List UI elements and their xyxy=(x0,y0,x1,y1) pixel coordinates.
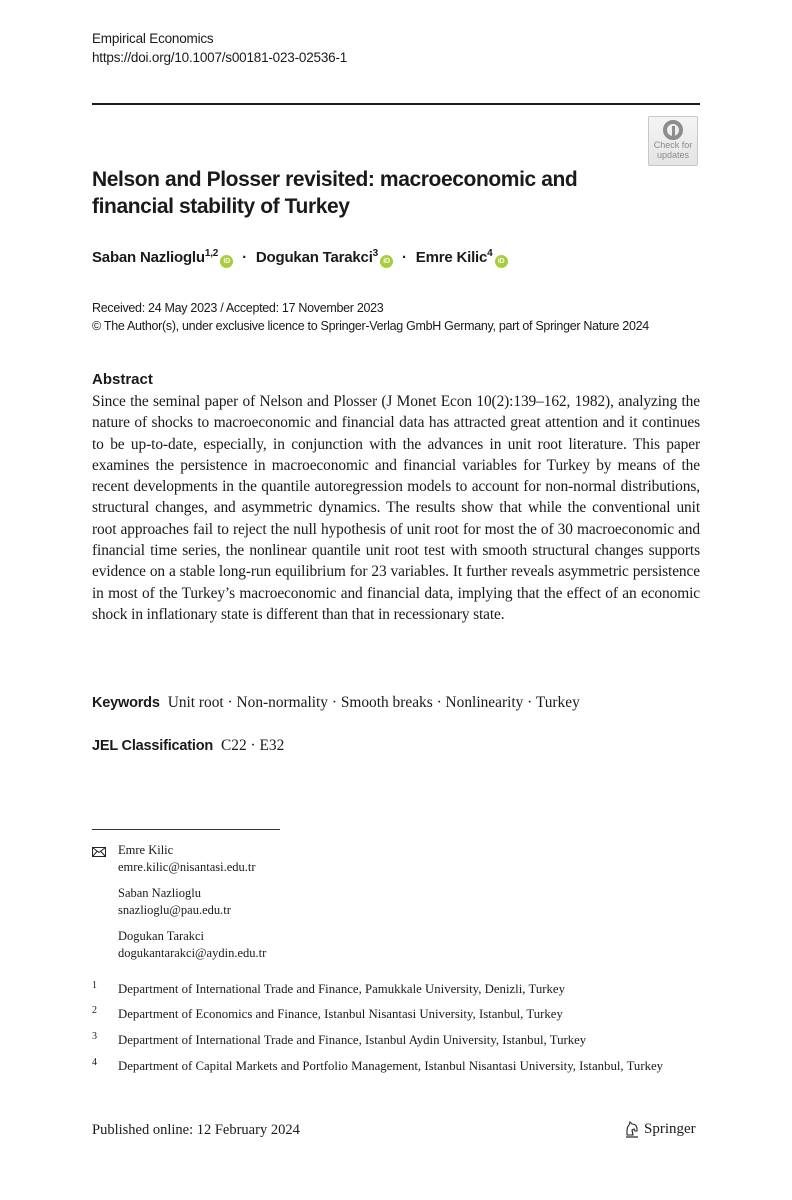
keywords-value: Unit root · Non-normality · Smooth breaks · Nonlinearity · Turkey xyxy=(167,694,580,711)
publisher-logo xyxy=(624,1120,696,1138)
affiliation-number: 3 xyxy=(92,1031,97,1042)
jel-value: C22 · E32 xyxy=(221,737,285,754)
contact-email[interactable]: emre.kilic@nisantasi.edu.tr xyxy=(118,860,256,874)
author-name: Dogukan Tarakci xyxy=(255,249,373,266)
article-title: Nelson and Plosser revisited: macroeconomic and financial stability of Turkey xyxy=(92,168,578,218)
orcid-icon[interactable]: iD xyxy=(380,255,393,268)
envelope-icon xyxy=(92,847,106,857)
doi-link[interactable]: https://doi.org/10.1007/s00181-023-02536-1 xyxy=(92,50,348,65)
crossmark-label-2: updates xyxy=(656,150,690,160)
affiliation-text: Department of Capital Markets and Portfolio Management, Istanbul Nisantasi University, Istanbul, Turkey xyxy=(118,1059,664,1073)
crossmark-label-1: Check for xyxy=(653,140,693,150)
received-accepted-dates: Received: 24 May 2023 / Accepted: 17 November 2023 xyxy=(92,301,384,315)
orcid-icon[interactable]: iD xyxy=(495,255,508,268)
contact-email[interactable]: snazlioglu@pau.edu.tr xyxy=(118,903,231,917)
journal-name: Empirical Economics xyxy=(92,31,214,46)
keywords xyxy=(92,694,580,712)
article-history xyxy=(92,299,649,335)
contact-name: Dogukan Tarakci xyxy=(118,929,205,943)
running-head xyxy=(92,29,347,67)
affiliation-number: 4 xyxy=(92,1057,97,1068)
springer-knight-icon xyxy=(624,1120,640,1138)
author-separator: · xyxy=(402,249,407,266)
affiliation-text: Department of International Trade and Finance, Pamukkale University, Denizli, Turkey xyxy=(118,982,565,996)
publisher-name: Springer xyxy=(644,1120,696,1137)
contact-name: Saban Nazlioglu xyxy=(118,886,201,900)
published-online-date: Published online: 12 February 2024 xyxy=(92,1122,300,1138)
author-name: Emre Kilic xyxy=(415,249,488,266)
contact-entry xyxy=(118,928,266,962)
author-list xyxy=(92,248,508,268)
jel-label: JEL Classification xyxy=(92,738,214,754)
affiliation-number: 2 xyxy=(92,1005,97,1016)
keywords-label: Keywords xyxy=(92,695,160,711)
author-affiliation-marker: 3 xyxy=(372,248,379,259)
copyright-notice: © The Author(s), under exclusive licence to Springer-Verlag GmbH Germany, part of Springer Nature 2024 xyxy=(92,319,649,333)
contact-entry xyxy=(118,885,231,919)
crossmark-icon xyxy=(663,120,683,140)
contact-name: Emre Kilic xyxy=(118,843,174,857)
author-separator: · xyxy=(242,249,247,266)
abstract-heading: Abstract xyxy=(92,371,153,388)
affiliation-text: Department of Economics and Finance, Istanbul Nisantasi University, Istanbul, Turkey xyxy=(118,1007,563,1021)
jel-classification xyxy=(92,737,284,755)
header-rule xyxy=(92,103,700,105)
abstract-text: Since the seminal paper of Nelson and Plosser (J Monet Econ 10(2):139–162, 1982), analyzing the nature of shocks to macroeconomic and financial data has attracted great attention and it continues to be up-to-date, especially, in conjunction with the advances in unit root literature. This paper examines the persistence in macroeconomic and financial variables for Turkey by means of the recent developments in the quantile autoregression models to account for non-normal distributions, structural changes, and asymmetric dynamics. The results show that while the conventional unit root approaches fail to reject the null hypothesis of unit root for most the of 30 macroeconomic and financial time series, the nonlinear quantile unit root test with smooth structural changes supports evidence on a stable long-run equilibrium for 23 variables. It further reveals asymmetric persistence in most of the Turkey’s macroeconomic and financial data, implying that the effect of an economic shock in inflationary state is different than that in recessionary state. xyxy=(92,393,700,623)
check-for-updates-badge[interactable] xyxy=(648,116,698,166)
author-name: Saban Nazlioglu xyxy=(92,249,205,266)
affiliation-text: Department of International Trade and Finance, Istanbul Aydin University, Istanbul, Turkey xyxy=(118,1033,587,1047)
author-affiliation-marker: 4 xyxy=(487,248,493,259)
footnote-rule xyxy=(92,829,280,830)
contact-entry xyxy=(118,842,256,876)
affiliation-number: 1 xyxy=(92,980,97,991)
contact-email[interactable]: dogukantarakci@aydin.edu.tr xyxy=(118,946,267,960)
author-affiliation-marker: 1,2 xyxy=(204,248,219,259)
orcid-icon[interactable]: iD xyxy=(220,255,233,268)
